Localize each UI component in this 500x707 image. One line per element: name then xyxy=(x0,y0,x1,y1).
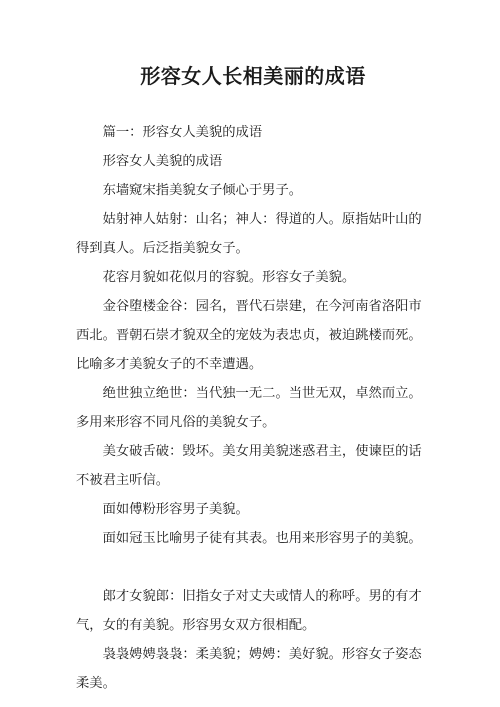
paragraph-section-heading: 篇一：形容女人美貌的成语 xyxy=(102,125,263,140)
document-title: 形容女人长相美丽的成语 xyxy=(140,64,366,88)
paragraph-idiom: 郎才女貌郎：旧指女子对丈夫或情人的称呼。男的有才气，女的有美貌。形容男女双方很相配。 xyxy=(76,589,422,633)
paragraph-idiom: 姑射神人姑射：山名；神人：得道的人。原指姑叶山的得到真人。后泛指美貌女子。 xyxy=(76,212,422,256)
paragraph-idiom: 美女破舌破：毁坏。美女用美貌迷惑君主，使谏臣的话不被君主听信。 xyxy=(76,444,422,488)
paragraph-idiom: 金谷堕楼金谷：园名，晋代石崇建，在今河南省洛阳市西北。晋朝石崇才貌双全的宠妓为表忠贞，被迫跳楼而死。比喻多才美貌女子的不幸遭遇。 xyxy=(76,299,422,372)
paragraph-spacer xyxy=(76,553,430,582)
paragraph-idiom: 绝世独立绝世：当代独一无二。当世无双，卓然而立。多用来形容不同凡俗的美貌女子。 xyxy=(76,386,422,430)
paragraph-idiom: 面如冠玉比喻男子徒有其表。也用来形容男子的美貌。 xyxy=(102,531,422,546)
document-body xyxy=(76,118,430,698)
paragraph-idiom: 花容月貌如花似月的容貌。形容女子美貌。 xyxy=(102,270,356,285)
paragraph-subheading: 形容女人美貌的成语 xyxy=(102,154,223,169)
paragraph-idiom: 袅袅娉娉袅袅：柔美貌；娉娉：美好貌。形容女子姿态柔美。 xyxy=(76,647,422,691)
paragraph-idiom: 面如傅粉形容男子美貌。 xyxy=(102,502,249,517)
paragraph-idiom: 东墙窥宋指美貌女子倾心于男子。 xyxy=(102,183,303,198)
